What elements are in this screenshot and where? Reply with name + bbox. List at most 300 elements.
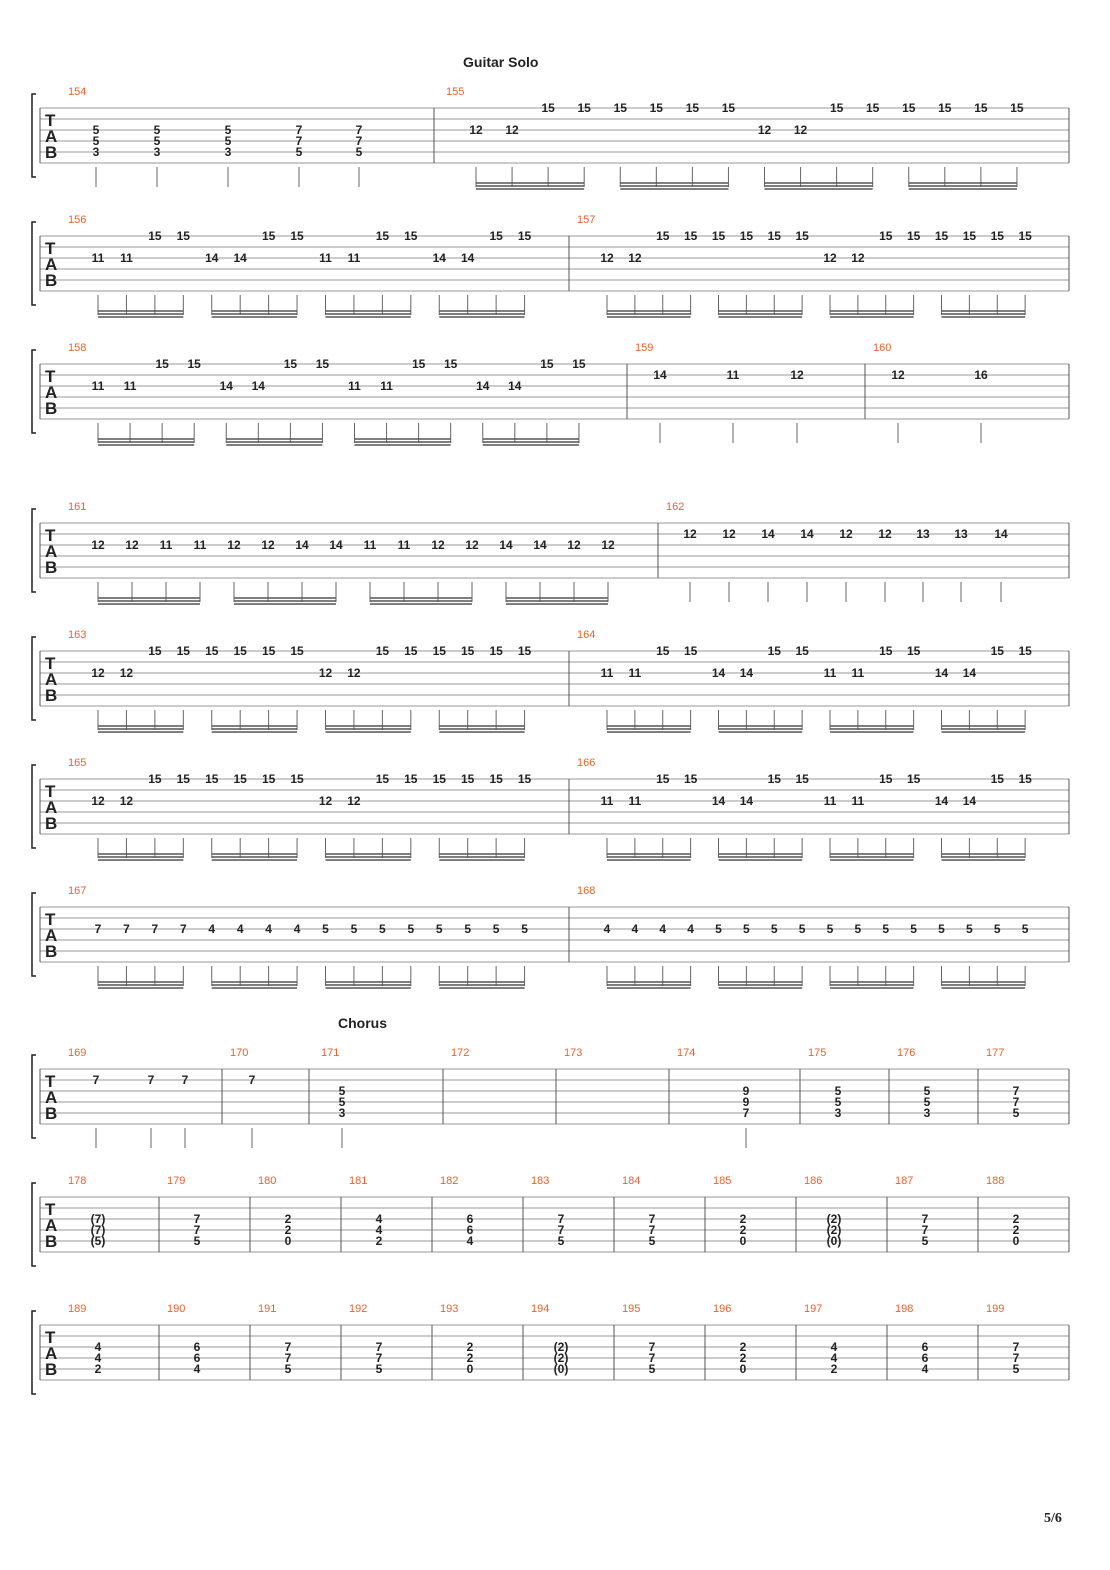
tab-clef-letter: A	[45, 383, 58, 402]
fret-number: 11	[600, 666, 614, 680]
fret-number: 4	[375, 1223, 383, 1237]
measure-number: 180	[258, 1175, 277, 1187]
fret-number: 11	[91, 379, 105, 393]
fret-number: 5	[921, 1234, 929, 1248]
fret-number: 0	[739, 1234, 747, 1248]
measure-number: 154	[68, 86, 87, 98]
fret-number: 7	[193, 1223, 201, 1237]
fret-number: 5	[435, 922, 443, 936]
fret-number: 14	[461, 251, 475, 265]
fret-number: 15	[656, 772, 670, 786]
fret-number: 5	[338, 1095, 346, 1109]
fret-number: 11	[600, 794, 614, 808]
fret-number: 4	[830, 1351, 838, 1365]
measure-number: 159	[635, 342, 654, 354]
measure-number: 165	[68, 757, 87, 769]
fret-number: 15	[411, 357, 426, 371]
fret-number: 15	[233, 644, 247, 658]
fret-number: 7	[248, 1073, 256, 1087]
fret-number: 6	[193, 1351, 201, 1365]
fret-number: 4	[631, 922, 639, 936]
fret-number: 7	[151, 922, 159, 936]
fret-number: 15	[990, 772, 1004, 786]
fret-number: 14	[711, 794, 726, 808]
fret-number: 12	[790, 368, 804, 382]
tab-clef-letter: T	[45, 654, 56, 673]
measure-number: 161	[68, 501, 87, 513]
fret-number: 15	[261, 229, 276, 243]
tab-clef-letter: B	[45, 1360, 58, 1379]
fret-number: 15	[489, 229, 503, 243]
tab-clef-letter: B	[45, 942, 58, 961]
fret-number: 2	[375, 1234, 383, 1248]
fret-number: 7	[648, 1340, 656, 1354]
fret-number: 12	[469, 123, 483, 137]
fret-number: 11	[123, 379, 137, 393]
fret-number: (7)	[90, 1212, 106, 1226]
fret-number: 7	[375, 1351, 383, 1365]
fret-number: 14	[761, 527, 775, 541]
fret-number: 2	[284, 1212, 292, 1226]
fret-number: 15	[879, 772, 893, 786]
fret-number: 15	[489, 772, 503, 786]
fret-number: 15	[685, 101, 700, 115]
measure-number: 158	[68, 342, 87, 354]
fret-number: 12	[347, 794, 361, 808]
fret-number: 15	[517, 644, 532, 658]
fret-number: 12	[601, 538, 615, 552]
fret-number: 7	[1012, 1351, 1020, 1365]
tab-clef-letter: A	[45, 926, 58, 945]
fret-number: 14	[800, 527, 814, 541]
fret-number: 12	[823, 251, 837, 265]
fret-number: 6	[466, 1223, 474, 1237]
tab-clef-letter: B	[45, 686, 58, 705]
measure-number: 174	[677, 1047, 696, 1059]
fret-number: 12	[628, 251, 642, 265]
fret-number: 5	[923, 1095, 931, 1109]
fret-number: 11	[193, 538, 207, 552]
fret-number: 7	[648, 1223, 656, 1237]
fret-number: 5	[492, 922, 500, 936]
tab-clef-letter: T	[45, 111, 56, 130]
fret-number: (5)	[90, 1234, 106, 1248]
fret-number: 11	[823, 666, 837, 680]
fret-number: 15	[375, 644, 390, 658]
fret-number: 2	[1012, 1212, 1020, 1226]
measure-number: 199	[986, 1303, 1005, 1315]
fret-number: 7	[1012, 1095, 1020, 1109]
measure-number: 175	[808, 1047, 827, 1059]
measure-number: 182	[440, 1175, 459, 1187]
fret-number: 7	[181, 1073, 189, 1087]
measure-number: 166	[577, 757, 596, 769]
tab-clef-letter: A	[45, 542, 58, 561]
measure-number: 162	[666, 501, 685, 513]
fret-number: 5	[993, 922, 1001, 936]
measure-number: 189	[68, 1303, 87, 1315]
fret-number: 5	[153, 123, 161, 137]
fret-number: 14	[476, 379, 490, 393]
tab-clef-letter: A	[45, 127, 58, 146]
fret-number: 15	[990, 644, 1004, 658]
fret-number: 15	[739, 229, 754, 243]
fret-number: 4	[830, 1340, 838, 1354]
fret-number: 14	[962, 794, 977, 808]
fret-number: 0	[739, 1362, 747, 1376]
fret-number: 15	[683, 772, 698, 786]
fret-number: 14	[499, 538, 513, 552]
system-bracket	[32, 637, 36, 720]
tab-systems	[32, 86, 1069, 1394]
fret-number: 15	[906, 644, 921, 658]
fret-number: 5	[910, 922, 917, 936]
fret-number: 15	[290, 229, 304, 243]
fret-number: 15	[906, 229, 921, 243]
fret-number: 5	[92, 123, 100, 137]
measure-number: 181	[349, 1175, 368, 1187]
fret-number: 5	[350, 922, 358, 936]
fret-number: 15	[683, 229, 698, 243]
fret-number: 5	[938, 922, 945, 936]
fret-number: 15	[1018, 772, 1032, 786]
fret-number: 15	[974, 101, 988, 115]
system-bracket	[32, 765, 36, 848]
fret-number: 3	[923, 1106, 931, 1120]
fret-number: 5	[284, 1362, 292, 1376]
fret-number: 0	[284, 1234, 292, 1248]
fret-number: 15	[577, 101, 591, 115]
fret-number: 11	[91, 251, 105, 265]
fret-number: 15	[721, 101, 736, 115]
fret-number: 2	[94, 1362, 102, 1376]
fret-number: 12	[465, 538, 479, 552]
tab-system	[32, 629, 1069, 732]
fret-number: 15	[649, 101, 663, 115]
tab-system	[32, 342, 1069, 445]
fret-number: 5	[322, 922, 329, 936]
tab-clef-letter: A	[45, 1088, 58, 1107]
measure-number: 157	[577, 214, 596, 226]
fret-number: 14	[739, 666, 754, 680]
fret-number: 2	[830, 1362, 838, 1376]
fret-number: 14	[251, 379, 265, 393]
fret-number: 7	[375, 1340, 383, 1354]
fret-number: 5	[379, 922, 386, 936]
fret-number: 3	[153, 145, 161, 159]
measure-number: 167	[68, 885, 87, 897]
fret-number: 2	[739, 1212, 747, 1226]
fret-number: 15	[767, 644, 781, 658]
fret-number: 15	[656, 644, 670, 658]
fret-number: 4	[466, 1234, 474, 1248]
fret-number: 5	[521, 922, 528, 936]
measure-number: 193	[440, 1303, 459, 1315]
fret-number: 12	[567, 538, 581, 552]
fret-number: 15	[261, 644, 276, 658]
measure-number: 190	[167, 1303, 186, 1315]
fret-number: 15	[517, 229, 532, 243]
fret-number: 6	[193, 1340, 201, 1354]
measure-number: 160	[873, 342, 892, 354]
fret-number: 15	[489, 644, 503, 658]
fret-number: 15	[541, 101, 555, 115]
fret-number: 11	[628, 666, 642, 680]
tab-clef-letter: A	[45, 255, 58, 274]
tab-clef-letter: A	[45, 1216, 58, 1235]
fret-number: 11	[319, 251, 332, 265]
fret-number: 15	[829, 101, 844, 115]
measure-number: 197	[804, 1303, 823, 1315]
measure-number: 173	[564, 1047, 583, 1059]
tab-clef-letter: B	[45, 814, 58, 833]
measure-number: 195	[622, 1303, 641, 1315]
fret-number: 15	[155, 357, 169, 371]
fret-number: 15	[613, 101, 627, 115]
tab-clef-letter: B	[45, 1104, 58, 1123]
fret-number: 7	[355, 123, 363, 137]
fret-number: 7	[123, 922, 130, 936]
fret-number: (2)	[553, 1351, 569, 1365]
fret-number: 6	[466, 1212, 474, 1226]
tab-system	[32, 885, 1069, 988]
tab-clef-letter: T	[45, 1328, 56, 1347]
fret-number: 15	[404, 644, 418, 658]
fret-number: 5	[966, 922, 973, 936]
fret-number: 11	[851, 666, 865, 680]
fret-number: 15	[572, 357, 586, 371]
measure-number: 186	[804, 1175, 823, 1187]
tab-clef-letter: B	[45, 399, 58, 418]
fret-number: 12	[91, 538, 105, 552]
fret-number: 11	[726, 368, 740, 382]
fret-number: 12	[91, 666, 105, 680]
fret-number: 15	[938, 101, 952, 115]
tab-clef-letter: B	[45, 558, 58, 577]
fret-number: 15	[461, 644, 475, 658]
fret-number: 14	[653, 368, 667, 382]
measure-number: 184	[622, 1175, 641, 1187]
fret-number: 4	[94, 1351, 102, 1365]
measure-number: 177	[986, 1047, 1005, 1059]
fret-number: 15	[444, 357, 458, 371]
measure-number: 185	[713, 1175, 732, 1187]
fret-number: 14	[934, 794, 949, 808]
system-bracket	[32, 1055, 36, 1138]
measure-number: 194	[531, 1303, 550, 1315]
measure-number: 178	[68, 1175, 87, 1187]
tab-clef-letter: B	[45, 1232, 58, 1251]
system-bracket	[32, 509, 36, 592]
fret-number: 11	[120, 251, 133, 265]
fret-number: 11	[823, 794, 837, 808]
fret-number: 5	[648, 1362, 656, 1376]
fret-number: 16	[974, 368, 988, 382]
fret-number: 7	[284, 1340, 292, 1354]
fret-number: 15	[767, 229, 781, 243]
fret-number: 12	[318, 666, 333, 680]
system-bracket	[32, 1183, 36, 1266]
fret-number: 12	[793, 123, 808, 137]
fret-number: 7	[557, 1212, 565, 1226]
fret-number: 15	[866, 101, 880, 115]
tab-clef-letter: B	[45, 143, 58, 162]
fret-number: 7	[295, 134, 303, 148]
fret-number: 4	[375, 1212, 383, 1226]
fret-number: 15	[432, 772, 446, 786]
fret-number: 15	[990, 229, 1004, 243]
fret-number: 15	[375, 229, 390, 243]
fret-number: 3	[338, 1106, 346, 1120]
fret-number: 0	[1012, 1234, 1020, 1248]
fret-number: 5	[770, 922, 778, 936]
fret-number: 15	[517, 772, 532, 786]
fret-number: 3	[92, 145, 100, 159]
section-label-guitar-solo: Guitar Solo	[463, 54, 539, 70]
fret-number: 14	[739, 794, 754, 808]
fret-number: 12	[600, 251, 614, 265]
fret-number: 5	[715, 922, 722, 936]
fret-number: 15	[906, 772, 921, 786]
fret-number: 7	[94, 922, 102, 936]
fret-number: 4	[208, 922, 216, 936]
fret-number: 12	[722, 527, 736, 541]
fret-number: 4	[293, 922, 301, 936]
fret-number: 15	[962, 229, 977, 243]
fret-number: 11	[380, 379, 393, 393]
fret-number: 11	[628, 794, 642, 808]
fret-number: 12	[119, 794, 134, 808]
fret-number: 9	[742, 1095, 750, 1109]
tab-system	[32, 86, 1069, 189]
fret-number: 15	[1018, 229, 1032, 243]
fret-number: (7)	[90, 1223, 106, 1237]
measure-number: 168	[577, 885, 596, 897]
fret-number: 5	[1012, 1362, 1020, 1376]
measure-number: 188	[986, 1175, 1005, 1187]
fret-number: 5	[648, 1234, 656, 1248]
system-bracket	[32, 893, 36, 976]
fret-number: 14	[233, 251, 247, 265]
fret-number: 11	[159, 538, 173, 552]
fret-number: 14	[533, 538, 547, 552]
fret-number: 4	[921, 1362, 929, 1376]
fret-number: 12	[683, 527, 697, 541]
fret-number: 14	[711, 666, 726, 680]
measure-number: 192	[349, 1303, 368, 1315]
fret-number: 11	[363, 538, 377, 552]
fret-number: 5	[338, 1084, 346, 1098]
fret-number: 15	[375, 772, 390, 786]
fret-number: 4	[265, 922, 272, 936]
fret-number: 12	[839, 527, 853, 541]
fret-number: 5	[295, 145, 303, 159]
measure-number: 155	[446, 86, 465, 98]
fret-number: 7	[295, 123, 303, 137]
fret-number: 12	[851, 251, 865, 265]
tab-system	[32, 214, 1069, 317]
fret-number: 5	[464, 922, 472, 936]
tab-clef-letter: A	[45, 670, 58, 689]
system-bracket	[32, 222, 36, 305]
fret-number: 15	[767, 772, 781, 786]
fret-number: 11	[397, 538, 411, 552]
fret-number: 5	[224, 134, 232, 148]
fret-number: 5	[375, 1362, 383, 1376]
system-bracket	[32, 350, 36, 433]
fret-number: 15	[176, 772, 190, 786]
fret-number: 14	[432, 251, 446, 265]
tab-clef-letter: T	[45, 782, 56, 801]
fret-number: 2	[1012, 1223, 1020, 1237]
fret-number: 2	[739, 1351, 747, 1365]
fret-number: 15	[283, 357, 298, 371]
tab-clef-letter: A	[45, 1344, 58, 1363]
fret-number: 12	[347, 666, 361, 680]
fret-number: 15	[1010, 101, 1024, 115]
measure-number: 170	[230, 1047, 249, 1059]
tab-clef-letter: T	[45, 910, 56, 929]
measure-number: 164	[577, 629, 596, 641]
fret-number: 7	[193, 1212, 201, 1226]
tab-system	[32, 1175, 1069, 1266]
fret-number: 5	[92, 134, 100, 148]
fret-number: 5	[923, 1084, 931, 1098]
tab-system	[32, 501, 1069, 604]
page-number: 5/6	[1044, 1511, 1062, 1526]
measure-number: 169	[68, 1047, 87, 1059]
fret-number: 7	[147, 1073, 155, 1087]
tab-clef-letter: T	[45, 1200, 56, 1219]
fret-number: 4	[236, 922, 244, 936]
fret-number: 14	[329, 538, 343, 552]
fret-number: 5	[153, 134, 161, 148]
fret-number: 7	[648, 1351, 656, 1365]
measure-number: 187	[895, 1175, 914, 1187]
fret-number: 7	[1012, 1340, 1020, 1354]
fret-number: 12	[125, 538, 139, 552]
fret-number: 15	[934, 229, 949, 243]
fret-number: 6	[921, 1351, 929, 1365]
fret-number: 7	[557, 1223, 565, 1237]
tab-clef-letter: T	[45, 239, 56, 258]
fret-number: 15	[233, 772, 247, 786]
fret-number: 12	[91, 794, 105, 808]
fret-number: 15	[187, 357, 201, 371]
tab-system	[32, 1047, 1069, 1148]
fret-number: 15	[148, 644, 162, 658]
fret-number: 7	[921, 1212, 929, 1226]
fret-number: 0	[466, 1362, 474, 1376]
fret-number: 12	[119, 666, 134, 680]
fret-number: 5	[826, 922, 834, 936]
fret-number: 14	[994, 527, 1008, 541]
system-bracket	[32, 1311, 36, 1394]
fret-number: 4	[603, 922, 611, 936]
fret-number: 5	[798, 922, 806, 936]
fret-number: 15	[290, 772, 304, 786]
fret-number: 5	[743, 922, 750, 936]
tab-clef-letter: T	[45, 367, 56, 386]
measure-number: 156	[68, 214, 87, 226]
fret-number: 4	[687, 922, 694, 936]
fret-number: 13	[954, 527, 968, 541]
fret-number: 15	[205, 772, 219, 786]
fret-number: 13	[916, 527, 930, 541]
fret-number: 9	[742, 1084, 750, 1098]
fret-number: 7	[1012, 1084, 1020, 1098]
fret-number: 7	[921, 1223, 929, 1237]
